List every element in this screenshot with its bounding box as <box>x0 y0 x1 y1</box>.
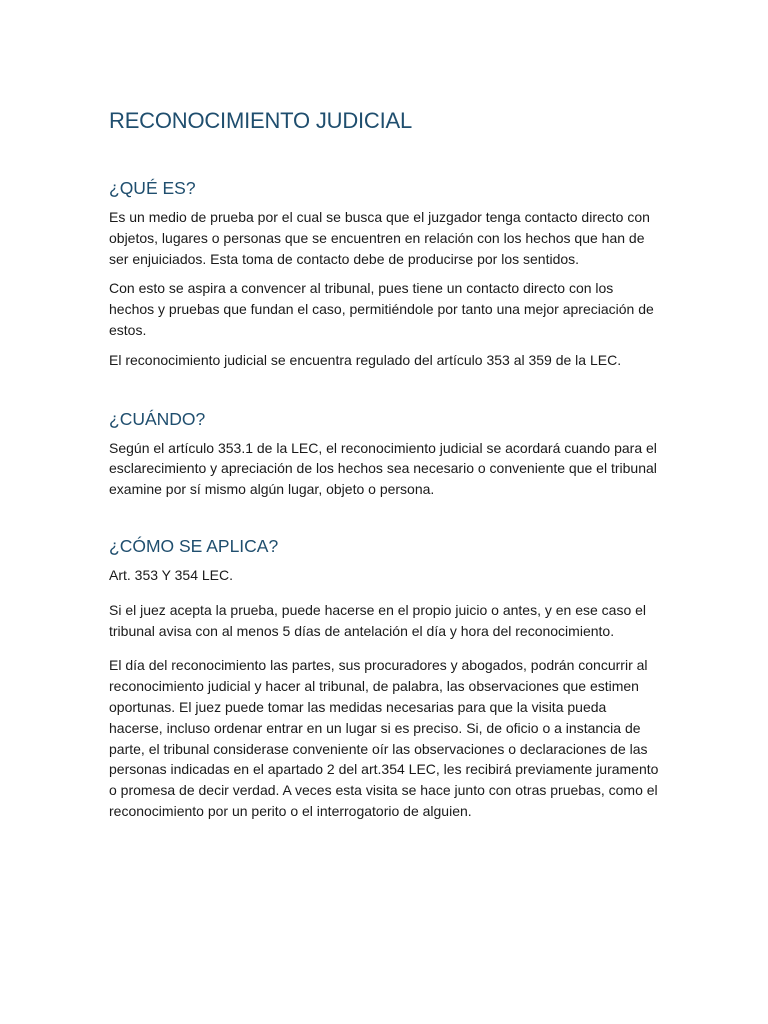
paragraph: Si el juez acepta la prueba, puede hacerse en el propio juicio o antes, y en ese caso el tribunal avisa con al menos 5 días de antelación el día y hora del reconocimiento. <box>109 601 647 639</box>
paragraph: Es un medio de prueba por el cual se busca que el juzgador tenga contacto directo con objetos, lugares o personas que se encuentren en relación con los hechos que han de ser enjuiciados. Esta toma de contacto debe de producirse por los sentidos. <box>109 209 650 267</box>
paragraph: El día del reconocimiento las partes, sus procuradores y abogados, podrán concurrir al reconocimiento judicial y hacer al tribunal, de palabra, las observaciones que estimen oportunas. El juez puede tomar las medidas necesarias para que la visita pueda hacerse, incluso ordenar entrar en un lugar si es preciso. Si, de oficio o a instancia de parte, el tribunal considerase conveniente oír las observaciones o declaraciones de las personas indicadas en el apartado 2 del art.354 LEC, les recibirá previamente juramento o promesa de decir verdad. A veces esta visita se hace junto con otras pruebas, como el reconocimiento por un perito o el interrogatorio de alguien. <box>109 657 659 819</box>
document-title: RECONOCIMIENTO JUDICIAL <box>109 108 413 133</box>
section-heading: ¿CUÁNDO? <box>109 408 206 429</box>
section-como-se-aplica <box>109 536 661 822</box>
section-heading: ¿QUÉ ES? <box>109 178 196 198</box>
paragraph: El reconocimiento judicial se encuentra regulado del artículo 353 al 359 de la LEC. <box>109 351 622 368</box>
paragraph: Con esto se aspira a convencer al tribunal, pues tiene un contacto directo con los hechos y pruebas que fundan el caso, permitiéndole por tanto una mejor apreciación de estos. <box>109 280 654 338</box>
paragraph: Según el artículo 353.1 de la LEC, el reconocimiento judicial se acordará cuando para el esclarecimiento y apreciación de los hechos sea necesario o conveniente que el tribunal examine por sí mismo algún lugar, objeto o persona. <box>109 439 657 498</box>
document-page <box>109 108 661 856</box>
section-cuando <box>109 409 661 500</box>
section-que-es <box>109 178 661 371</box>
paragraph: Art. 353 Y 354 LEC. <box>109 566 234 583</box>
section-heading: ¿CÓMO SE APLICA? <box>109 535 279 556</box>
